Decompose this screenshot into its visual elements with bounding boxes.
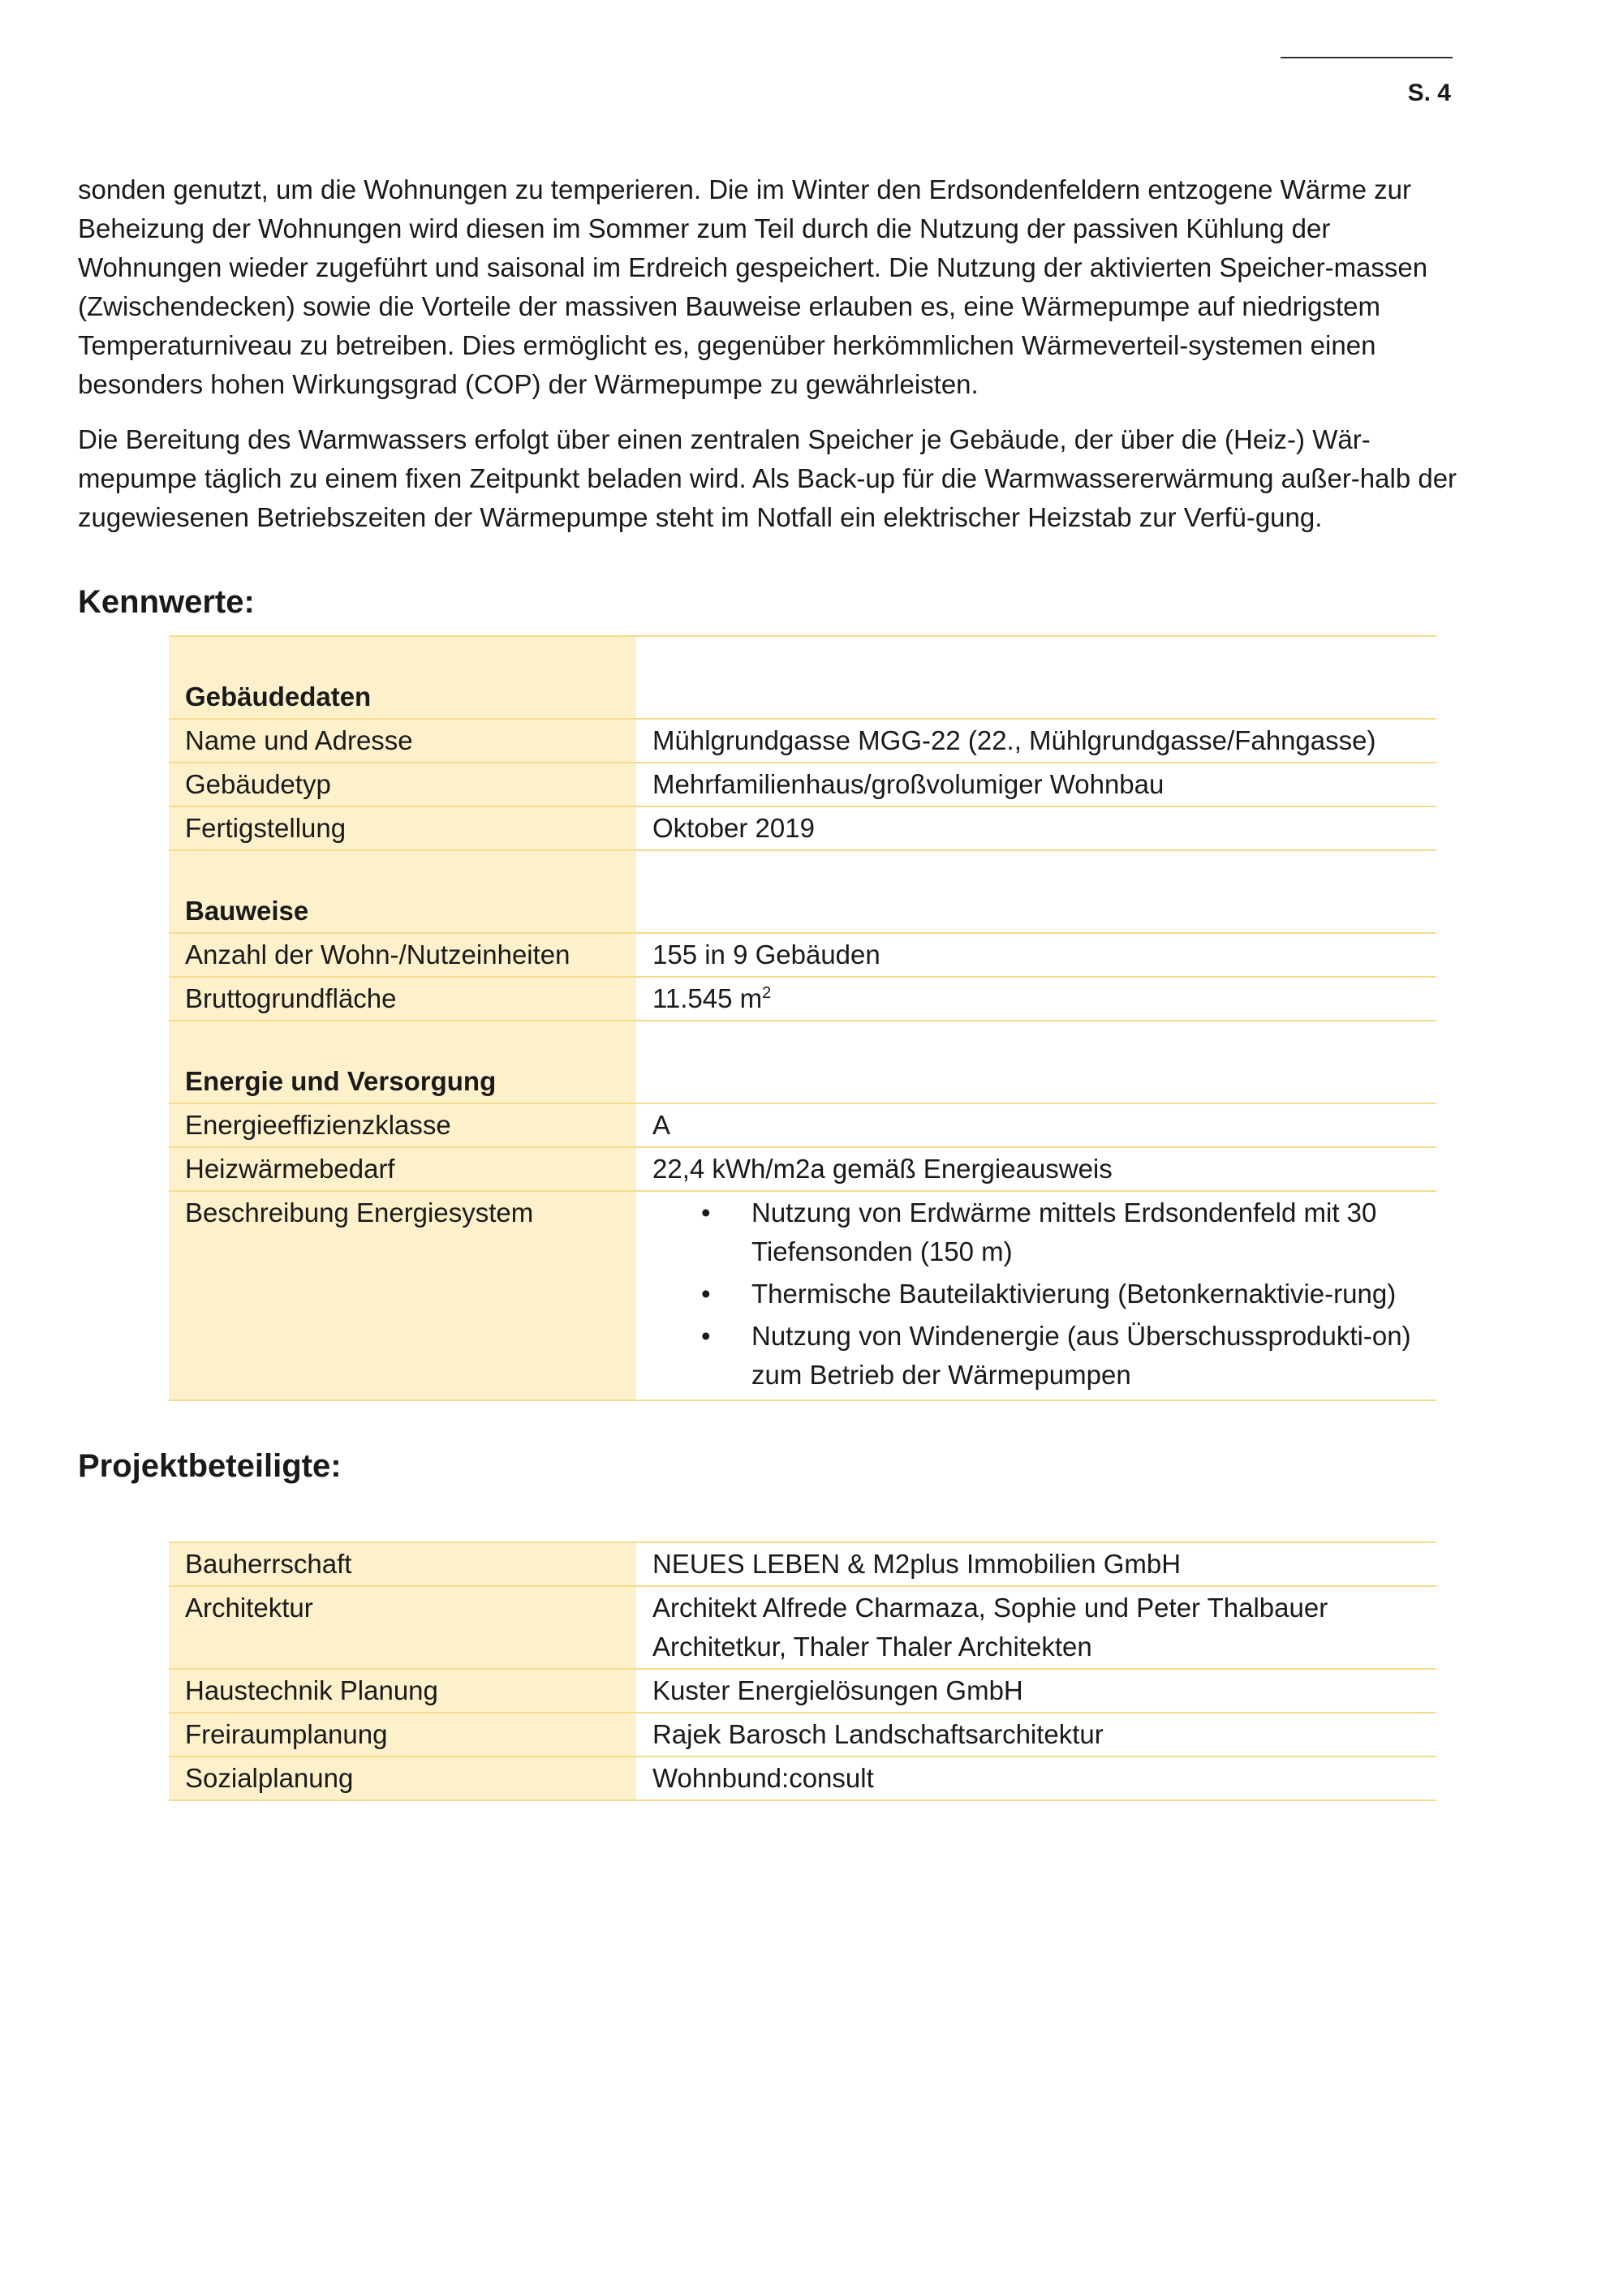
intro-paragraph-2: Die Bereitung des Warmwassers erfolgt über einen zentralen Speicher je Gebäude, der über die (Heiz-) Wär-mepumpe täglich zu einem fixen Zeitpunkt beladen wird. Als Back-up für die Warmwassererwärmung außer-halb der zugewiesenen Betriebszeiten der Wärmepumpe steht im Notfall ein elektrischer Heizstab zur Verfü-gung. [78,424,1457,532]
table-row [169,1191,1436,1400]
group-title-energie: Energie und Versorgung [169,1021,636,1103]
table-group-row [169,850,1436,933]
kennwerte-heading: Kennwerte: [78,584,255,620]
row-label: Fertigstellung [169,806,636,850]
group-title-gebaeudedaten: Gebäudedaten [169,636,636,719]
table-row [169,719,1436,763]
table-row [169,977,1436,1021]
page-content [78,170,1457,1801]
table-row [169,763,1436,806]
energy-system-list [652,1193,1420,1395]
row-value [636,1191,1436,1400]
row-value: Oktober 2019 [636,806,1436,850]
row-label: Sozialplanung [169,1756,636,1800]
area-exponent: 2 [762,984,772,1002]
list-item: • Thermische Bauteilaktivierung (Betonkernaktivie-rung) [751,1275,1420,1314]
header-rule [1281,57,1453,58]
page-number: S. 4 [1407,80,1451,106]
row-label: Architektur [169,1586,636,1669]
row-value: Rajek Barosch Landschaftsarchitektur [636,1713,1436,1756]
table-row [169,1586,1436,1669]
table-row [169,1542,1436,1586]
list-item: • Nutzung von Erdwärme mittels Erdsondenfeld mit 30 Tiefensonden (150 m) [751,1193,1420,1271]
row-label: Energieeffizienzklasse [169,1103,636,1147]
projekt-table [169,1541,1436,1801]
area-value: 11.545 m [652,983,763,1013]
row-label: Name und Adresse [169,719,636,763]
row-label: Heizwärmebedarf [169,1147,636,1191]
row-value: Wohnbund:consult [636,1756,1436,1800]
row-value: Mehrfamilienhaus/großvolumiger Wohnbau [636,763,1436,806]
table-row [169,1103,1436,1147]
row-label: Bauherrschaft [169,1542,636,1586]
projekt-heading: Projektbeteiligte: [78,1448,342,1484]
row-value: NEUES LEBEN & M2plus Immobilien GmbH [636,1542,1436,1586]
row-label: Haustechnik Planung [169,1669,636,1713]
row-value [636,977,1436,1021]
table-row [169,1756,1436,1800]
table-row [169,1147,1436,1191]
row-value: Architekt Alfrede Charmaza, Sophie und Peter Thalbauer Architetkur, Thaler Thaler Architekten [636,1586,1436,1669]
table-group-row [169,1021,1436,1103]
row-value: Mühlgrundgasse MGG-22 (22., Mühlgrundgasse/Fahngasse) [636,719,1436,763]
row-label: Anzahl der Wohn-/Nutzeinheiten [169,933,636,977]
table-row [169,933,1436,977]
row-label: Beschreibung Energiesystem [169,1191,636,1400]
row-label: Gebäudetyp [169,763,636,806]
list-item: • Nutzung von Windenergie (aus Überschussprodukti-on) zum Betrieb der Wärmepumpen [751,1317,1420,1395]
row-value: 22,4 kWh/m2a gemäß Energieausweis [636,1147,1436,1191]
row-value: A [636,1103,1436,1147]
kennwerte-table [169,635,1436,1401]
table-row [169,806,1436,850]
row-label: Bruttogrundfläche [169,977,636,1021]
table-row [169,1713,1436,1756]
table-group-row [169,636,1436,719]
row-value: 155 in 9 Gebäuden [636,933,1436,977]
group-title-bauweise: Bauweise [169,850,636,933]
intro-paragraph-1: sonden genutzt, um die Wohnungen zu temperieren. Die im Winter den Erdsondenfeldern entzogene Wärme zur Beheizung der Wohnungen wird diesen im Sommer zum Teil durch die Nutzung der passiven Kühlung der Wohnungen wieder zugeführt und saisonal im Erdreich gespeichert. Die Nutzung der aktivierten Speicher-massen (Zwischendecken) sowie die Vorteile der massiven Bauweise erlauben es, eine Wärmepumpe auf niedrigstem Temperaturniveau zu betreiben. Dies ermöglicht es, gegenüber herkömmlichen Wärmeverteil-systemen einen besonders hohen Wirkungsgrad (COP) der Wärmepumpe zu gewährleisten. [78,174,1428,399]
row-label: Freiraumplanung [169,1713,636,1756]
row-value: Kuster Energielösungen GmbH [636,1669,1436,1713]
table-row [169,1669,1436,1713]
